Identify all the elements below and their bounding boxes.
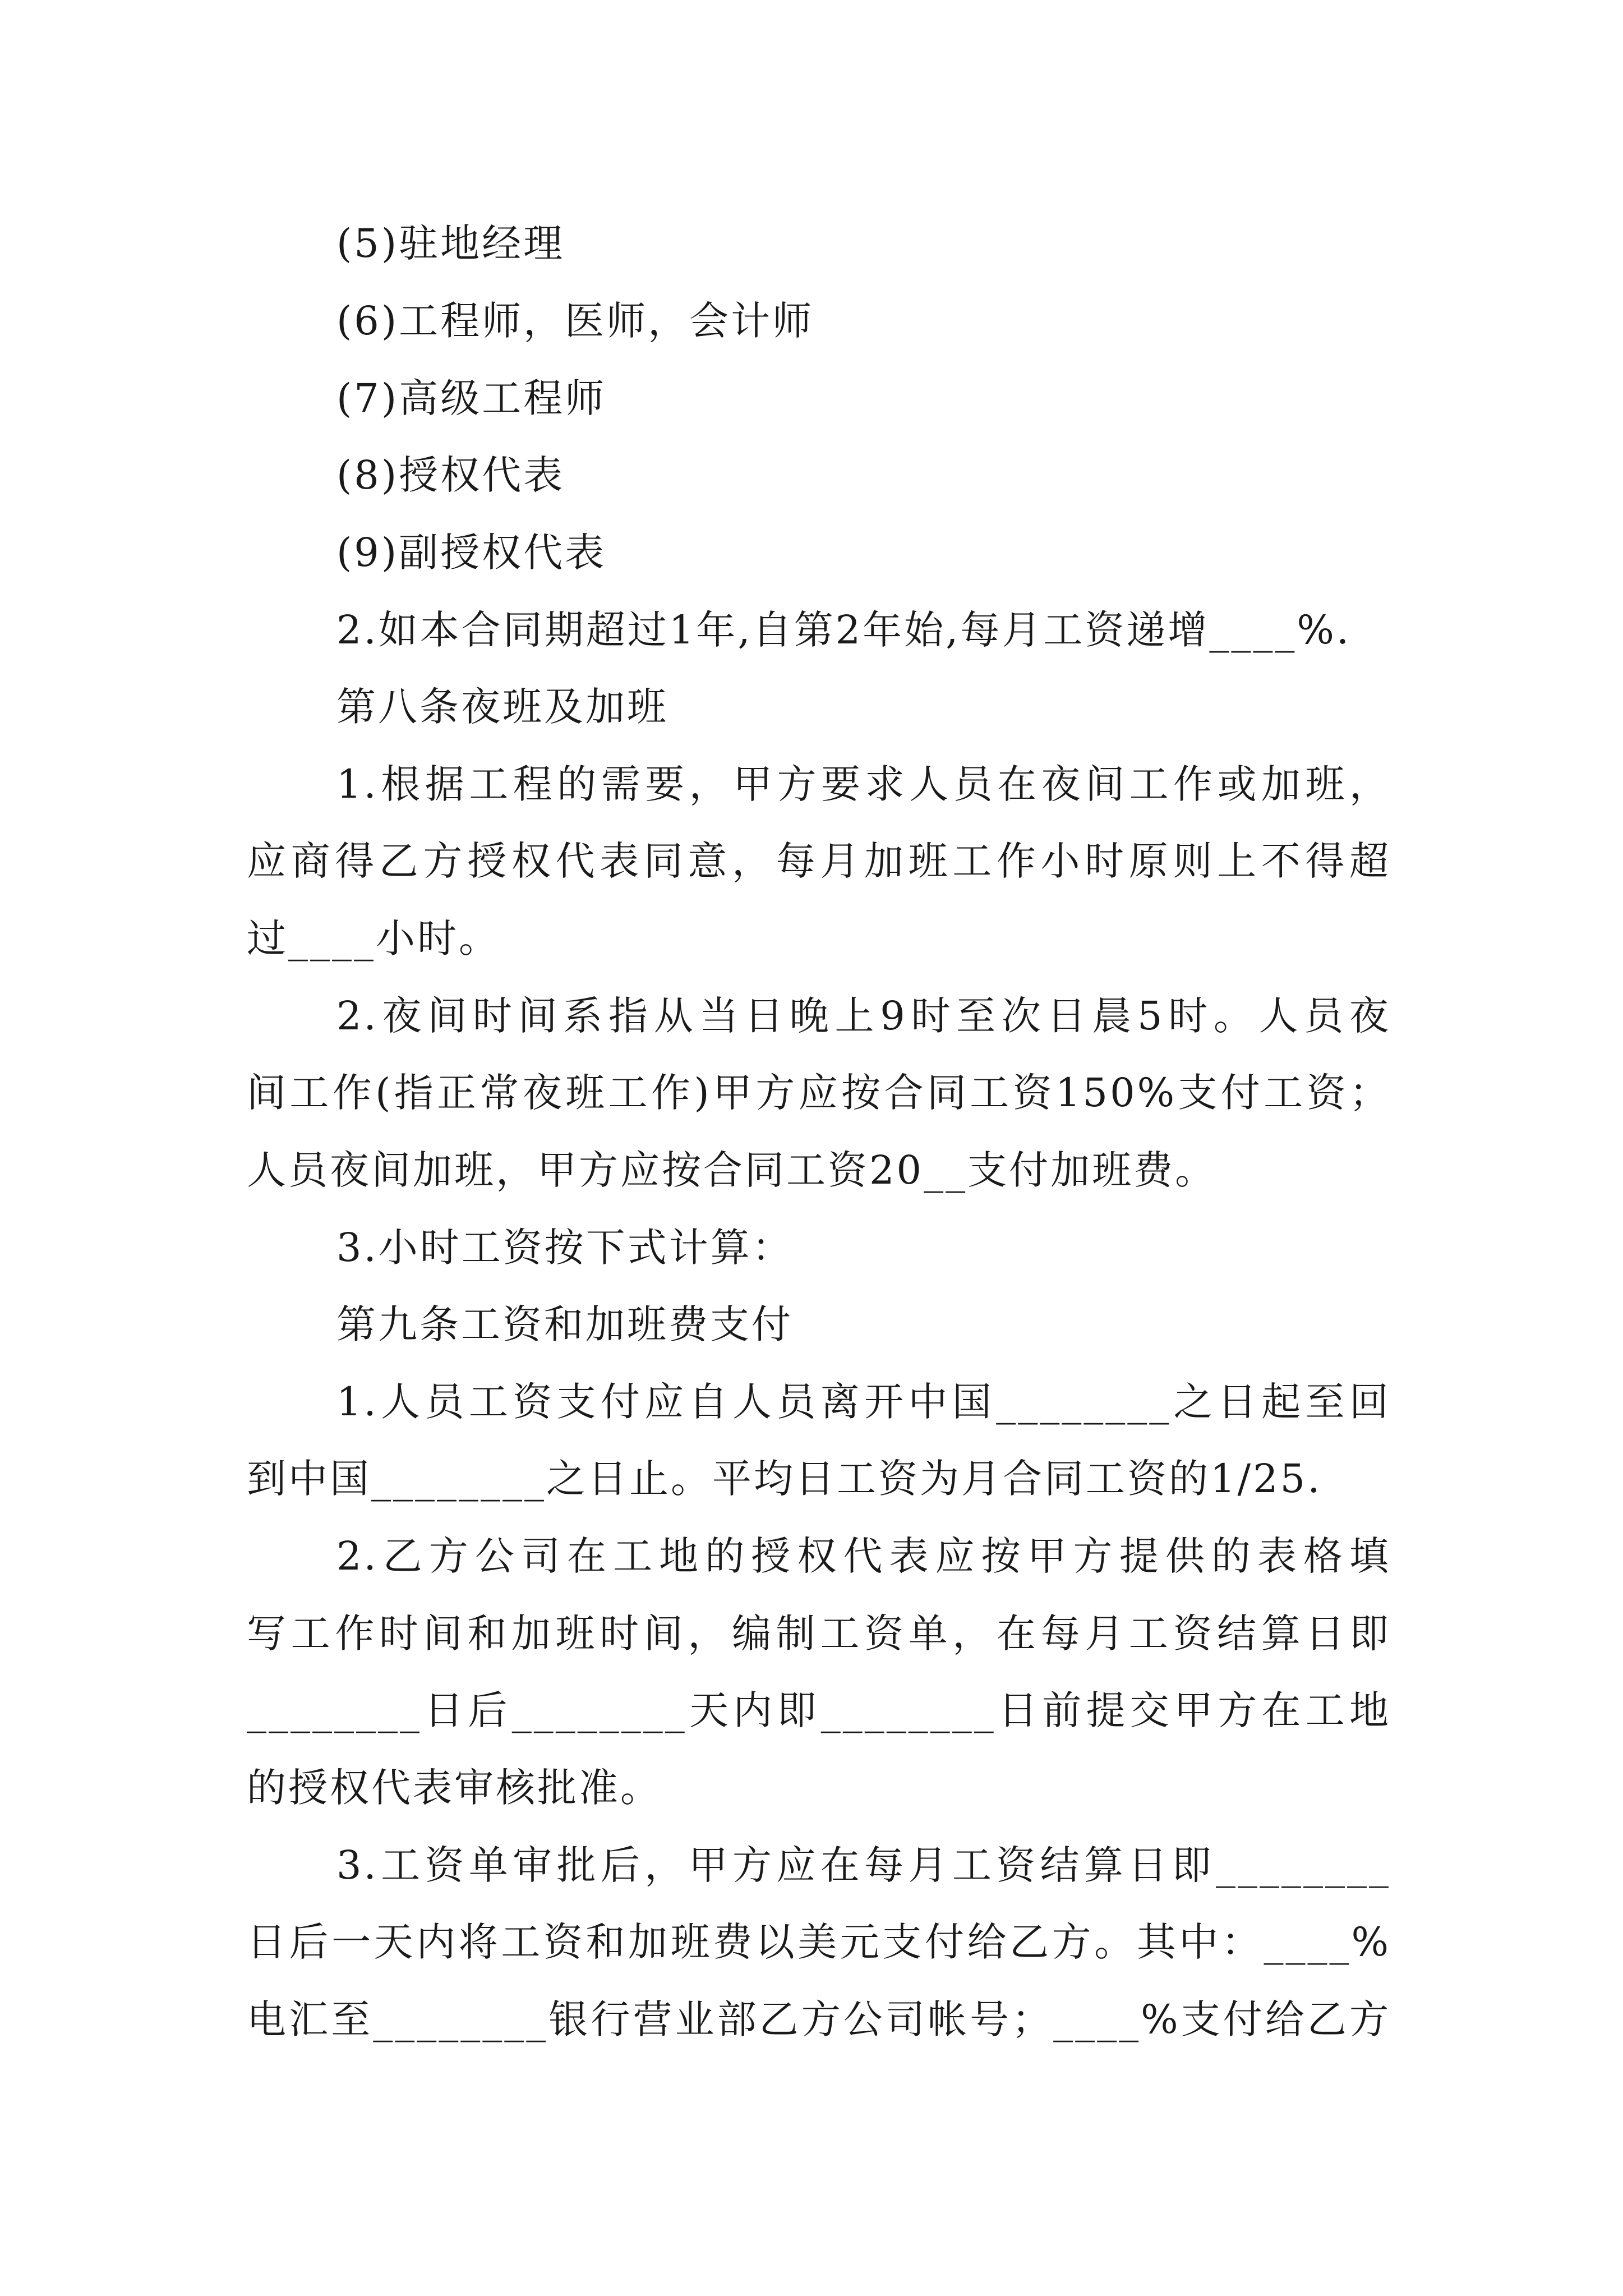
- list-item-senior-engineer: (7)高级工程师: [336, 375, 607, 421]
- paragraph-line: 1.人员工资支付应自人员离开中国________之日起至回: [336, 1379, 1391, 1425]
- section-heading-article-9: 第九条工资和加班费支付: [336, 1301, 793, 1347]
- paragraph-line: 间工作(指正常夜班工作)甲方应按合同工资150%支付工资；: [247, 1070, 1391, 1116]
- paragraph-line: 1.根据工程的需要，甲方要求人员在夜间工作或加班，: [336, 761, 1391, 807]
- list-item-resident-manager: (5)驻地经理: [336, 220, 565, 266]
- paragraph-line: 3.工资单审批后，甲方应在每月工资结算日即________: [336, 1842, 1391, 1888]
- list-item-engineer-doctor-accountant: (6)工程师，医师，会计师: [336, 298, 814, 344]
- list-item-authorized-representative: (8)授权代表: [336, 452, 565, 498]
- section-heading-article-8: 第八条夜班及加班: [336, 684, 668, 730]
- paragraph-line: 到中国________之日止。平均日工资为月合同工资的1/25.: [247, 1456, 1322, 1502]
- paragraph-line: 电汇至________银行营业部乙方公司帐号；____%支付给乙方: [247, 1996, 1391, 2042]
- paragraph-line: 日后一天内将工资和加班费以美元支付给乙方。其中：____%: [247, 1919, 1391, 1965]
- paragraph-line: 人员夜间加班，甲方应按合同工资20__支付加班费。: [247, 1147, 1217, 1193]
- paragraph-salary-increase: 2.如本合同期超过1年,自第2年始,每月工资递增____%.: [336, 607, 1352, 653]
- paragraph-line: 写工作时间和加班时间，编制工资单，在每月工资结算日即: [247, 1611, 1391, 1657]
- paragraph-line: 2.夜间时间系指从当日晚上9时至次日晨5时。人员夜: [336, 993, 1391, 1039]
- paragraph-line: ________日后________天内即________日前提交甲方在工地: [247, 1687, 1391, 1733]
- paragraph-line: 应商得乙方授权代表同意，每月加班工作小时原则上不得超: [247, 838, 1391, 884]
- paragraph-line: 的授权代表审核批准。: [247, 1765, 662, 1811]
- paragraph-line: 2.乙方公司在工地的授权代表应按甲方提供的表格填: [336, 1533, 1391, 1579]
- list-item-deputy-representative: (9)副授权代表: [336, 530, 607, 576]
- paragraph-line: 过____小时。: [247, 915, 500, 961]
- paragraph-hourly-wage: 3.小时工资按下式计算：: [336, 1225, 794, 1271]
